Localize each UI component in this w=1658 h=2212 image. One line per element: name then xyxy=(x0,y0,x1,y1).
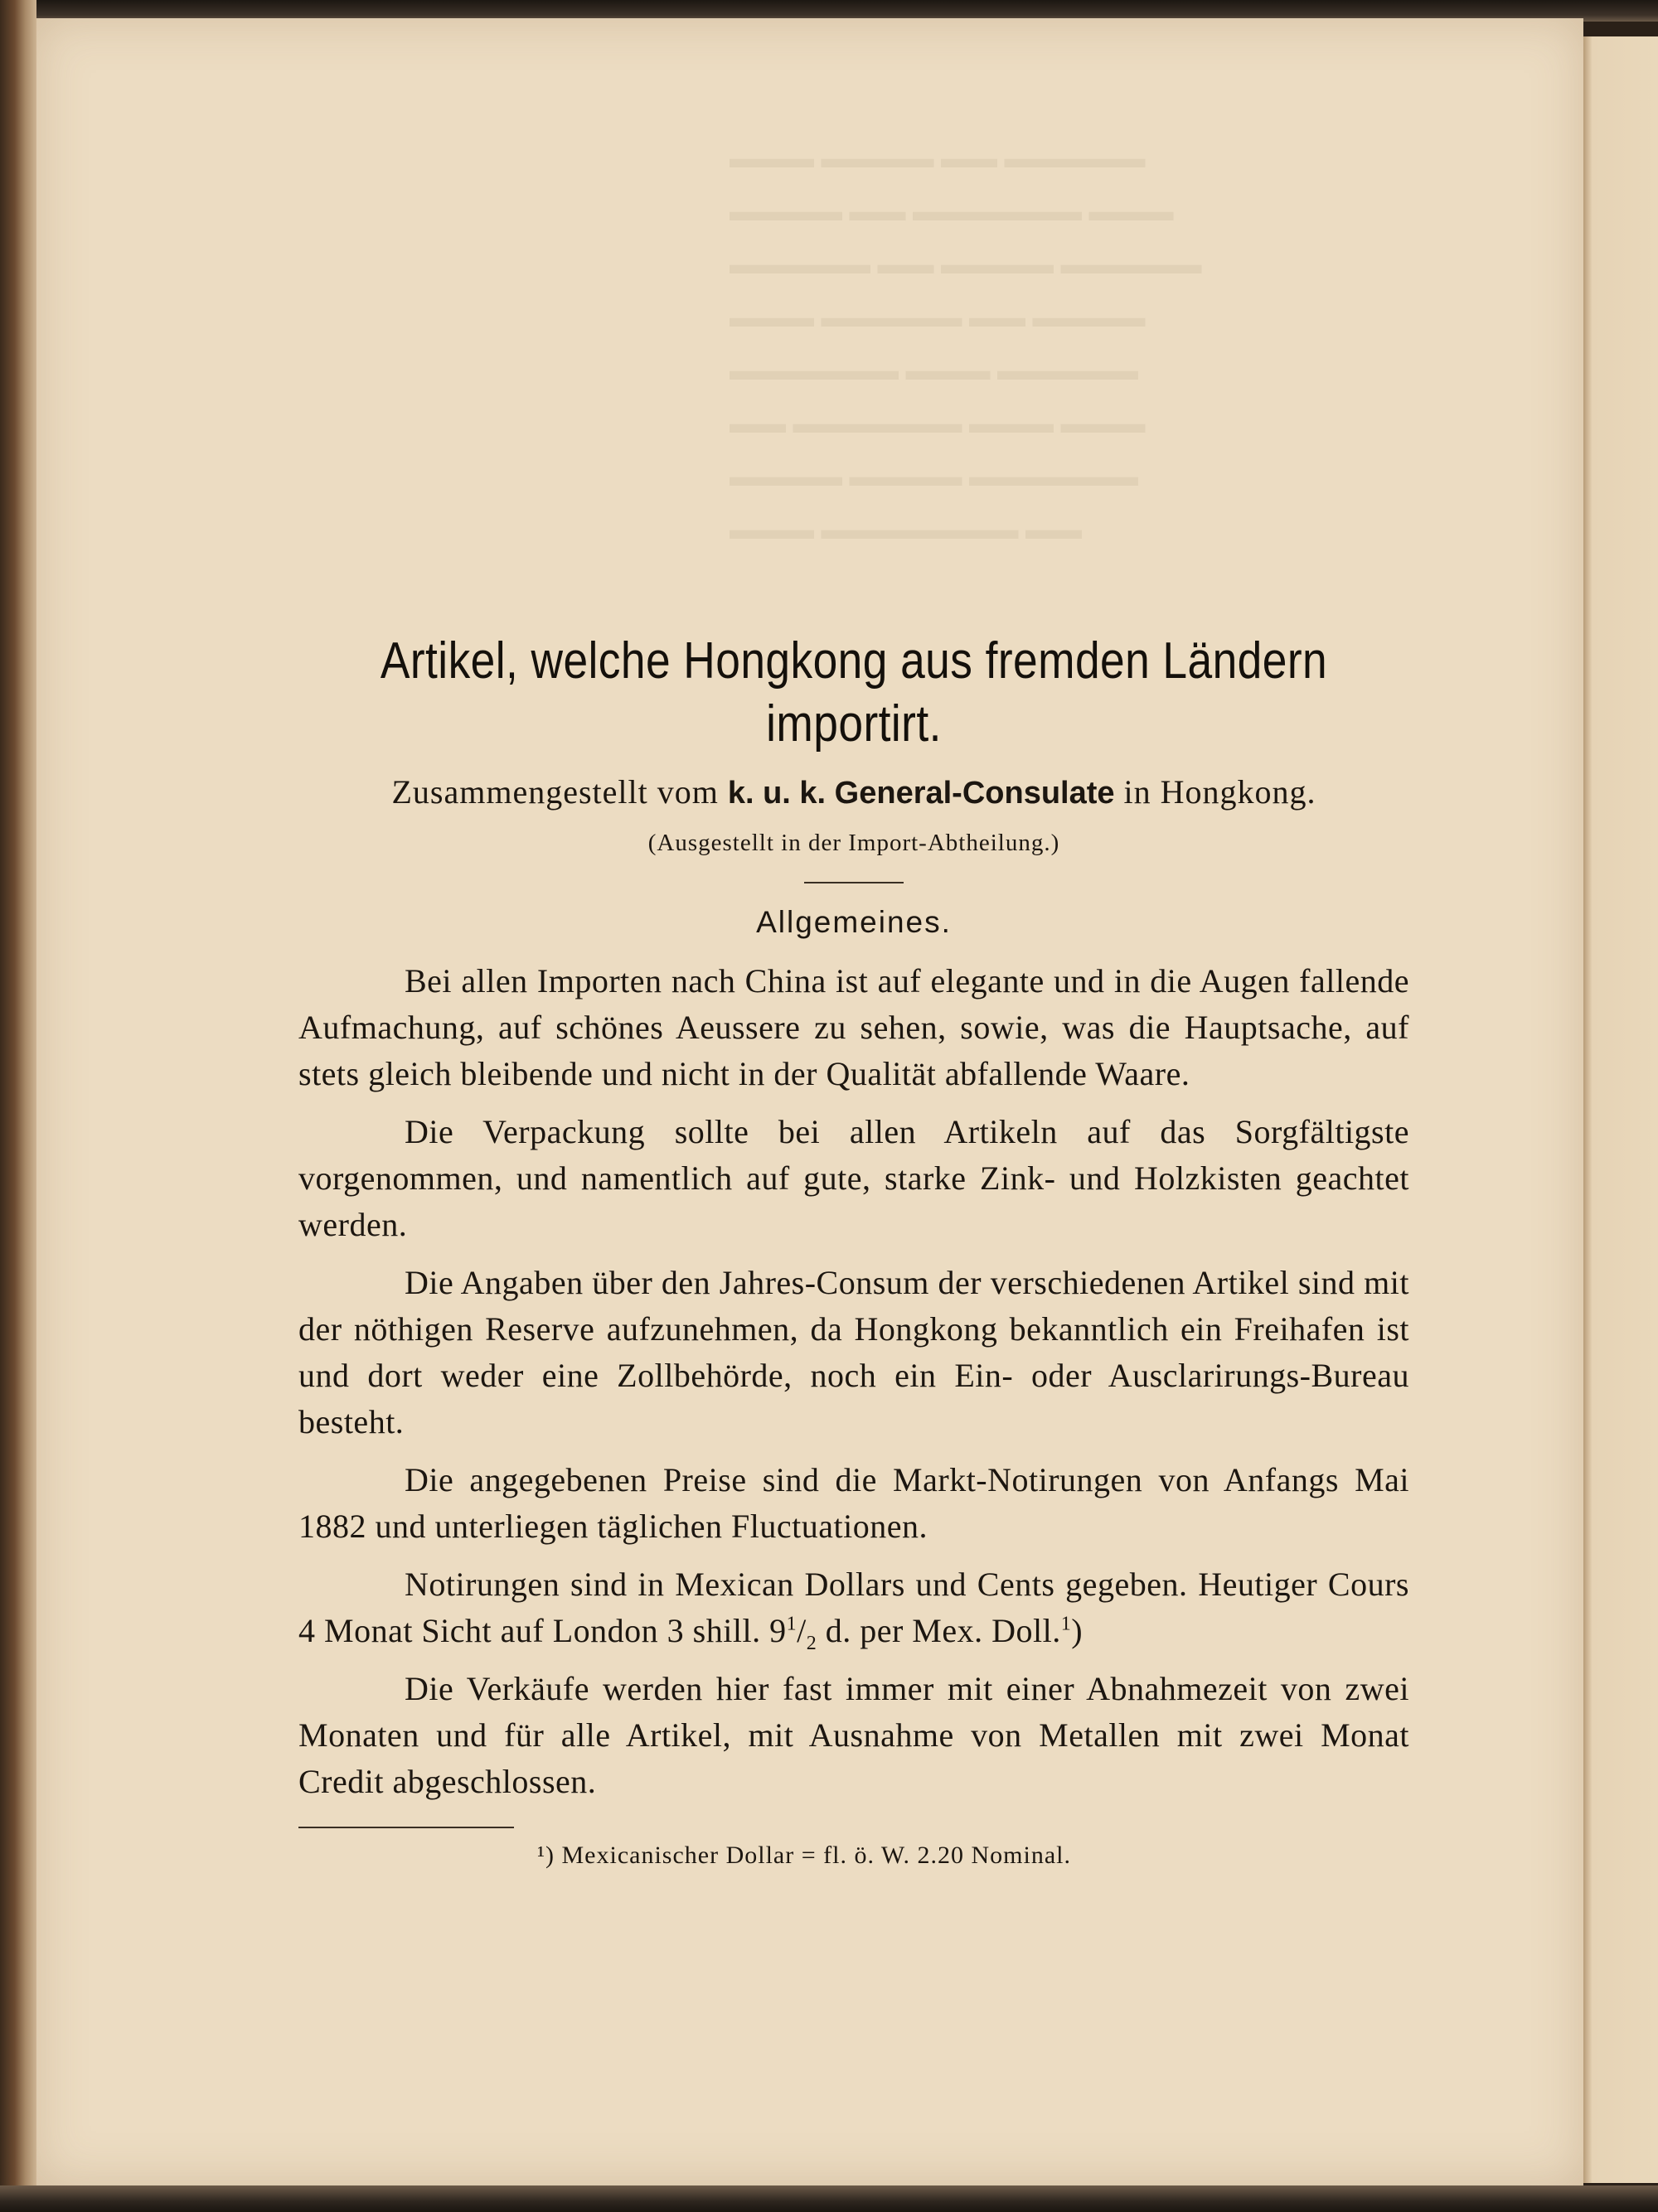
paragraph-5-text: Notirungen sind in Mexican Dollars und Cents gegeben. Heutiger Cours 4 Monat Sicht auf London 3 shill. 9 xyxy=(298,1566,1409,1649)
paragraph-5-tail: d. per Mex. Doll. xyxy=(817,1612,1061,1649)
paragraph-5: Notirungen sind in Mexican Dollars und Cents gegeben. Heutiger Cours 4 Monat Sicht auf London 3 shill. $9^1/_2$ d. per Mex. Doll.$^1$) xyxy=(298,1566,1409,1654)
title-divider xyxy=(804,882,904,883)
paragraph-6: Die Verkäufe werden hier fast immer mit einer Abnahmezeit von zwei Monaten und für alle Artikel, mit Ausnahme von Metallen mit zwei Monat Credit abgeschlossen. xyxy=(298,1670,1409,1800)
paragraph-3: Die Angaben über den Jahres-Consum der verschiedenen Artikel sind mit der nöthigen Reserve aufzunehmen, da Hongkong bekanntlich ein Freihafen ist und dort weder eine Zollbehörde, noch ein Ein- oder Ausclarirungs-Bureau besteht. xyxy=(298,1264,1409,1440)
footnote-marker-close: ) xyxy=(1071,1612,1084,1649)
bottom-book-edge xyxy=(0,2185,1658,2212)
issued-note: (Ausgestellt in der Import-Abtheilung.) xyxy=(647,830,1060,856)
footnote-ref: ¹) xyxy=(537,1842,555,1869)
footnote xyxy=(298,1842,1409,1870)
footnote-divider xyxy=(298,1827,514,1828)
fraction-numerator: 1 xyxy=(786,1613,797,1635)
bleed-through-texture: ▬▬▬ ▬▬▬▬ ▬▬ ▬▬▬▬▬ ▬▬▬▬ ▬▬ ▬▬▬▬▬▬ ▬▬▬ ▬▬▬▬▬ ▬▬ ▬▬▬▬ ▬▬▬▬▬ ▬▬▬ ▬▬▬▬▬ ▬▬ ▬▬▬▬ ▬▬▬▬▬▬ ▬▬▬ ▬▬▬▬▬ ▬▬ ▬▬▬▬▬▬ ▬▬▬ ▬▬▬ ▬▬▬▬ ▬▬▬▬ ▬▬▬▬▬▬ ▬▬▬ ▬▬▬▬▬▬▬ ▬▬ xyxy=(730,143,1202,545)
section-heading: Allgemeines. xyxy=(756,905,952,939)
subtitle-suffix: in Hongkong. xyxy=(1123,773,1316,811)
next-page-edge xyxy=(1583,36,1658,2183)
book-spine xyxy=(0,0,36,2212)
footnote-text: Mexicanischer Dollar = fl. ö. W. 2.20 Nominal. xyxy=(561,1842,1071,1869)
page-title xyxy=(376,630,1331,756)
subtitle-prefix: Zusammengestellt vom xyxy=(391,773,719,811)
footnote-marker: 1 xyxy=(1060,1613,1072,1635)
title-line-1: Artikel, welche Hongkong aus fremden Ländern xyxy=(380,632,1328,690)
subtitle xyxy=(298,772,1409,811)
title-line-2: importirt. xyxy=(766,695,942,753)
paragraph-1: Bei allen Importen nach China ist auf elegante und in die Augen fallende Aufmachung, auf schönes Aeussere zu sehen, sowie, was die Hauptsache, auf stets gleich bleibende und nicht in der Qualität abfallende Waare. xyxy=(298,962,1409,1092)
page-content xyxy=(298,630,1409,1870)
paragraph-4: Die angegebenen Preise sind die Markt-Notirungen von Anfangs Mai 1882 und unterliegen täglichen Fluctuationen. xyxy=(298,1461,1409,1545)
subtitle-consulate: k. u. k. General-Consulate xyxy=(727,776,1115,811)
paragraph-2: Die Verpackung sollte bei allen Artikeln auf das Sorgfältigste vorgenommen, und namentlich auf gute, starke Zink- und Holzkisten geachtet werden. xyxy=(298,1113,1409,1243)
fraction-denominator: 2 xyxy=(806,1633,817,1654)
